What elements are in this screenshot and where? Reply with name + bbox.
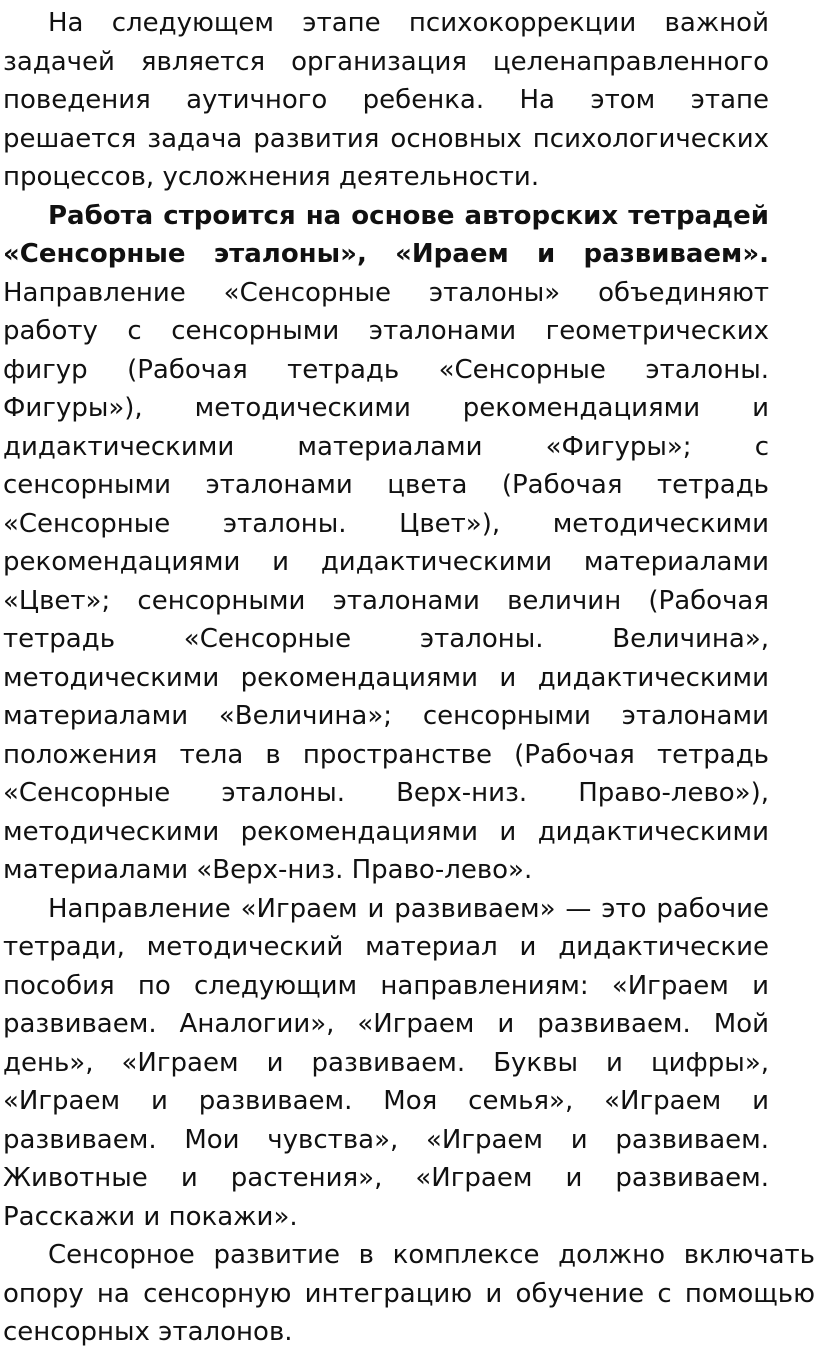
- paragraph-3: [3, 890, 769, 1237]
- paragraph-1: [3, 4, 769, 197]
- paragraph-2-text: Направление «Сенсорные эталоны» объединяют работу с сенсорными эталонами геометрических фигур (Рабочая тетрадь «Сенсорные эталоны. Фигуры»), методическими рекомендациями и дидактическими материалами «Фигуры»; с сенсорными эталонами цвета (Рабочая тетрадь «Сенсорные эталоны. Цвет»), методическими рекомендациями и дидактическими материалами «Цвет»; сенсорными эталонами величин (Рабочая тетрадь «Сенсорные эталоны. Величина», методическими рекомендациями и дидактическими материалами «Величина»; сенсорными эталонами положения тела в пространстве (Рабочая тетрадь «Сенсорные эталоны. Верх-низ. Право-лево»), методическими рекомендациями и дидактическими материалами «Верх-низ. Право-лево».: [3, 277, 769, 885]
- paragraph-2-bold-lead: Работа строится на основе авторских тетрадей «Сенсорные эталоны», «Ираем и развиваем».: [3, 200, 769, 269]
- document-body: [3, 4, 815, 1352]
- paragraph-3-text: Направление «Играем и развиваем» — это рабочие тетради, методический материал и дидактические пособия по следующим направлениям: «Играем и развиваем. Аналогии», «Играем и развиваем. Мой день», «Играем и развиваем. Буквы и цифры», «Играем и развиваем. Моя семья», «Играем и развиваем. Мои чувства», «Играем и развиваем. Животные и растения», «Играем и развиваем. Расскажи и покажи».: [3, 893, 769, 1232]
- paragraph-4-text: Сенсорное развитие в комплексе должно включать опору на сенсорную интеграцию и обучение с помощью сенсорных эталонов.: [3, 1240, 815, 1347]
- paragraph-1-text: На следующем этапе психокоррекции важной задачей является организация целенаправленного поведения аутичного ребенка. На этом этапе решается задача развития основных психологических процессов, усложнения деятельности.: [3, 8, 769, 192]
- paragraph-4: [3, 1236, 815, 1352]
- paragraph-2: [3, 197, 769, 890]
